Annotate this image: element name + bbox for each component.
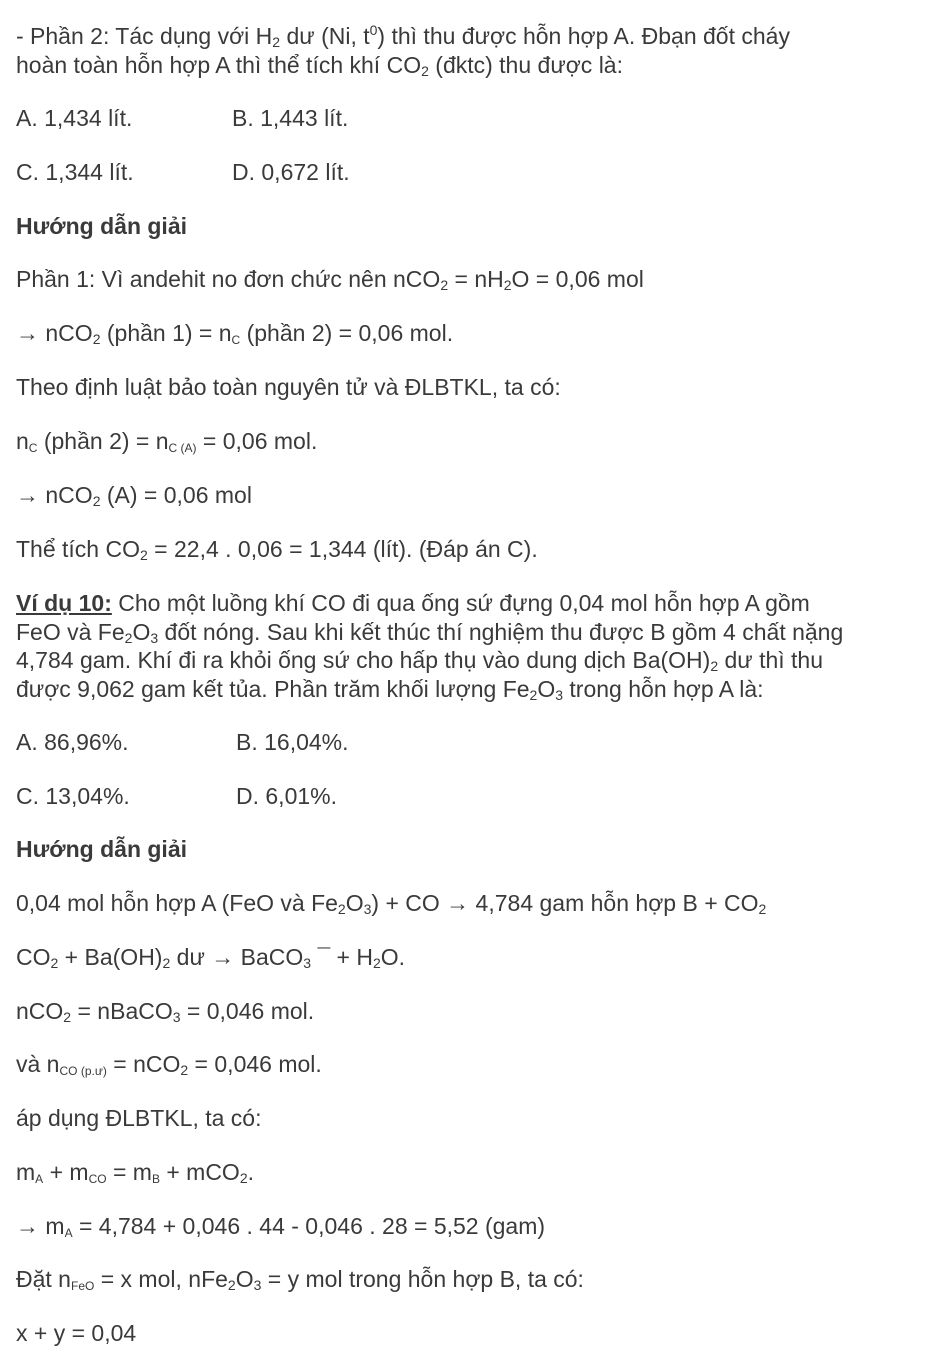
example-10-line2: FeO và $Fe_2O_3$ đốt nóng. Sau khi kết thúc thí nghiệm thu được B gồm 4 chất nặng bbox=[16, 619, 844, 646]
option-a: A. 1,434 lít. bbox=[16, 105, 133, 131]
solution-line: Phần 1: Vì andehit no đơn chức nên $nCO_2 = nH_2O = 0,06$ mol bbox=[16, 266, 644, 293]
solution-line: Theo định luật bảo toàn nguyên tử và ĐLBTKL, ta có: bbox=[16, 374, 561, 400]
solution-line: 0,04 mol hỗn hợp A (FeO và $Fe_2O_3$) + CO → 4,784 gam hỗn hợp $B + CO_2$ bbox=[16, 890, 767, 917]
solution-line: → nCO$_2$ (A) = 0,06 mol bbox=[16, 482, 252, 509]
solution-line: → nCO$_2$ (phần 1) = nC (phần 2) = 0,06 mol. bbox=[16, 320, 454, 347]
solution-line: Thể tích $CO_2 = 22,4$ . 0,06 = 1,344 (lít). (Đáp án C). bbox=[16, 536, 538, 563]
solution-line: $CO_2 + Ba(OH)_2$ dư → BaCO$_3$ ¯ + $H_2O$. bbox=[16, 944, 406, 971]
option-c: C. 1,344 lít. bbox=[16, 159, 134, 185]
solution-line: Đặt nFeO = x mol, $nFe_2O_3 = y$ mol trong hỗn hợp B, ta có: bbox=[16, 1266, 584, 1293]
solution-line: nCO$_2$ = nBaCO$_3$ = 0,046 mol. bbox=[16, 998, 315, 1025]
option-a: A. 86,96%. bbox=[16, 729, 129, 755]
example-10-line4: được 9,062 gam kết tủa. Phần trăm khối lượng $Fe_2O_3$ trong hỗn hợp A là: bbox=[16, 676, 764, 703]
option-b: B. 16,04%. bbox=[236, 729, 349, 755]
solution-line: → mA = 4,784 + 0,046 . 44 - 0,046 . 28 = 5,52 (gam) bbox=[16, 1213, 546, 1240]
option-c: C. 13,04%. bbox=[16, 783, 130, 809]
option-d: D. 0,672 lít. bbox=[232, 159, 350, 185]
option-d: D. 6,01%. bbox=[236, 783, 337, 809]
example-10-line3: 4,784 gam. Khí đi ra khỏi ống sứ cho hấp thụ vào dung dịch $Ba(OH)_2$ dư thì thu bbox=[16, 647, 824, 674]
solution-line: và nCO (p.ư) = nCO$_2$ = 0,046 mol. bbox=[16, 1051, 322, 1078]
question-part2-line1: - Phần 2: Tác dụng với $H_2$ dư (Ni, $t^0$) thì thu được hỗn hợp A. Đbạn đốt cháy bbox=[16, 22, 790, 50]
solution-line: mA + mCO = mB + mCO$_2$. bbox=[16, 1159, 255, 1186]
solution-line: nC (phần 2) = nC (A) = 0,06 mol. bbox=[16, 428, 318, 455]
example-label: Ví dụ 10: bbox=[16, 590, 112, 616]
solution-line: x + y = 0,04 bbox=[16, 1320, 137, 1346]
question-part2-line2: hoàn toàn hỗn hợp A thì thể tích khí $CO_2$ (đktc) thu được là: bbox=[16, 52, 623, 79]
solution-heading: Hướng dẫn giải bbox=[16, 213, 188, 239]
example-10-line1: Ví dụ 10: Cho một luồng khí CO đi qua ống sứ đựng 0,04 mol hỗn hợp A gồm bbox=[16, 590, 810, 616]
solution-line: áp dụng ĐLBTKL, ta có: bbox=[16, 1105, 262, 1131]
option-b: B. 1,443 lít. bbox=[232, 105, 349, 131]
solution-heading: Hướng dẫn giải bbox=[16, 836, 188, 862]
